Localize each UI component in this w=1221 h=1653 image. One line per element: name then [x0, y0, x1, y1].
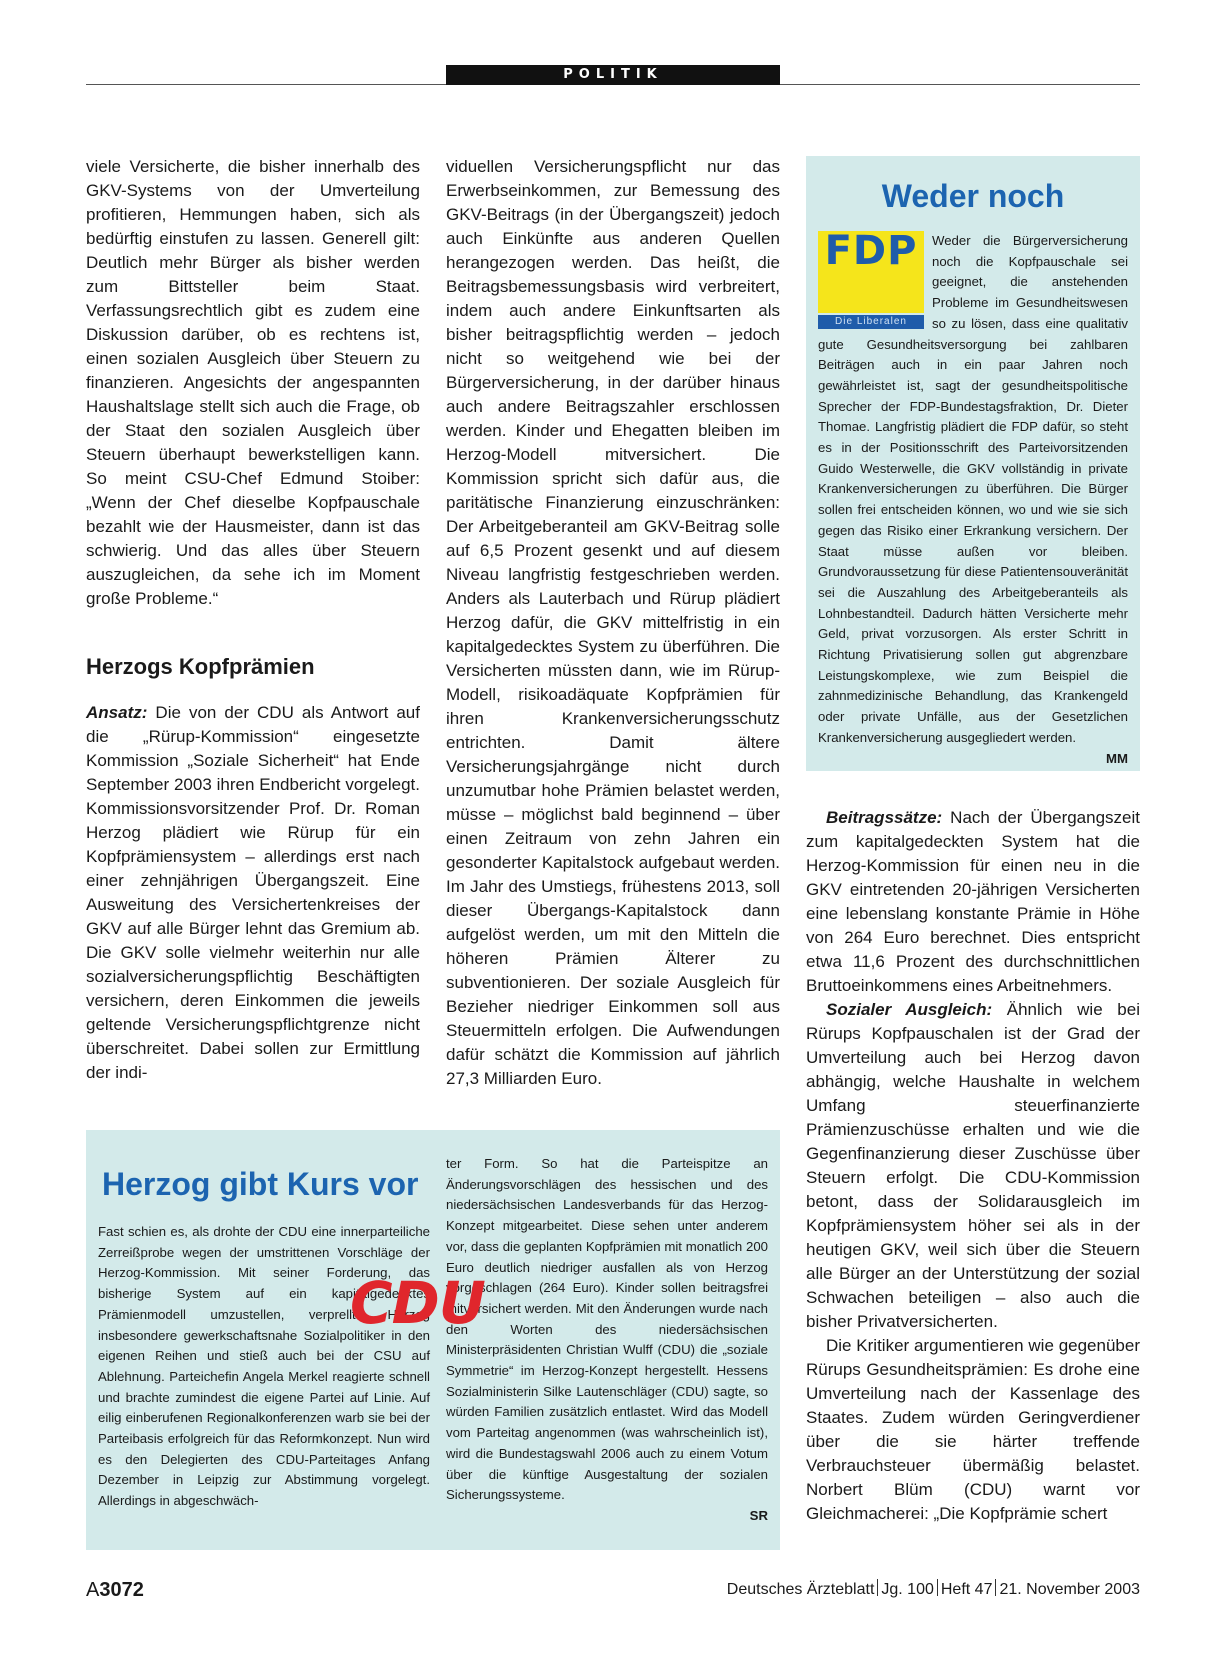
page-number: 3072 [99, 1579, 144, 1601]
body-paragraph [86, 701, 420, 1085]
author-signature: SR [749, 1507, 768, 1523]
journal-name: Deutsches Ärzteblatt [726, 1581, 875, 1598]
box-paragraph: Weder die Bürgerversicherung noch die Kopfpauschale sei geeignet, die anstehenden Probleme im Gesundheitswesen so zu lösen, dass eine qualitativ gute Gesundheitsversorgung bei zahlbaren Beiträgen auch in ein paar Jahren noch gewährleistet ist, sagt der gesundheitspolitische Sprecher der FDP-Bundestagsfraktion, Dr. Dieter Thomae. Langfristig plädiert die FDP dafür, so steht es in der Positionsschrift des Parteivorsitzenden Guido Westerwelle, die GKV vollständig in private Krankenversicherungen zu überführen. Die Bürger sollen frei entscheiden können, wo und wie sie sich gegen das Risiko einer Erkrankung versichern. Der Staat müsse außen vor bleiben. Grundvoraussetzung für diese Patientensouveränität sei die Auszahlung des Arbeitgeberanteils als Lohnbestandteil. Dadurch hätten Versicherte mehr Geld, privat vorzusorgen. Als erster Schritt in Richtung Privatisierung sollen gut abgrenzbare Leistungskomplexe, wie zum Beispiel die zahnmedizinische Behandlung, das Krankengeld oder private Unfälle, aus der Gesetzlichen Krankenversicherung ausgegliedert werden. [818, 233, 1128, 745]
paragraph-lead: Ansatz: [86, 703, 148, 722]
divider [877, 1579, 878, 1596]
fdp-logo [818, 228, 924, 329]
body-paragraph: viduellen Versicherungspflicht nur das Erwerbseinkommen, zur Bemessung des GKV-Beitrags (in der Übergangszeit) jedoch auch Einkünfte aus anderen Quellen herangezogen werden. Das heißt, die Beitragsbemessungsbasis wird verbreitert, indem auch andere Einkunftsarten als bisher beitragspflichtig werden – jedoch nicht so weitgehend wie bei der Bürgerversicherung, in der darüber hinaus auch andere Beitragszahler erschlossen werden. Kinder und Ehegatten bleiben im Herzog-Modell mitversichert. Die Kommission spricht sich dafür aus, die paritätische Finanzierung einzuschränken: Der Arbeitgeberanteil am GKV-Beitrag solle auf 6,5 Prozent gesenkt und auf diesem Niveau langfristig festgeschrieben werden. Anders als Lauterbach und Rürup plädiert Herzog dafür, die GKV mittelfristig in ein kapitalgedecktes System zu überführen. Die Versicherten müssten dann, wie im Rürup-Modell, risikoadäquate Kopfprämien für ihren Krankenversicherungsschutz entrichten. Damit ältere Versicherungsjahrgänge nicht durch unzumutbar hohe Prämien belastet werden, müsse – möglichst bald beginnend – über einen Zeitraum von zehn Jahren ein gesonderter Kapitalstock aufgebaut werden. Im Jahr des Umstiegs, frühestens 2013, soll dieser Übergangs-Kapitalstock dann aufgelöst werden, um mit den Mitteln die höheren Prämien Älterer zu subventionieren. Der soziale Ausgleich für Bezieher niedriger Einkommen soll aus Steuermitteln erfolgen. Die Aufwendungen dafür schätzt die Kommission auf jährlich 27,3 Milliarden Euro. [446, 157, 780, 1088]
box-body [818, 228, 1128, 769]
cdu-logo [350, 1269, 518, 1337]
journal-volume: Jg. 100 [881, 1581, 934, 1598]
sidebar-box-fdp [806, 156, 1140, 771]
box-column-right [446, 1154, 768, 1527]
article-column-3 [806, 806, 1140, 1526]
journal-issue: Heft 47 [940, 1581, 993, 1598]
section-label: POLITIK [446, 65, 780, 85]
paragraph-lead: Sozialer Ausgleich: [826, 1000, 993, 1019]
sidebar-box-cdu [86, 1130, 780, 1550]
journal-line [720, 1579, 1140, 1599]
paragraph-lead: Beitragssätze: [826, 808, 943, 827]
article-column-2 [446, 155, 780, 1091]
body-paragraph [806, 806, 1140, 998]
page-folio [86, 1579, 144, 1602]
fdp-logo-word: FDP [824, 228, 918, 274]
cdu-logo-word: CDU [350, 1269, 485, 1337]
box-paragraph: Fast schien es, als drohte der CDU eine innerparteiliche Zerreißprobe wegen der umstrittenen Vorschläge der Herzog-Kommission. Mit seiner Forderung, das bisherige System auf ein kapitalgedecktes Prämienmodell umzustellen, verprellte Herzog insbesondere gewerkschaftsnahe Sozialpolitiker in den eigenen Reihen und stieß auch bei der CSU auf Ablehnung. Parteichefin Angela Merkel reagierte schnell und brachte zumindest die eigene Partei auf Linie. Auf eilig einberufenen Regionalkonferenzen warb sie bei der Parteibasis erfolgreich für das Reformkonzept. Nun wird es den Delegierten des CDU-Parteitages Anfang Dezember in Leipzig zur Abstimmung vorgelegt. Allerdings in abgeschwäch- [98, 1224, 430, 1509]
divider [937, 1579, 938, 1596]
article-column-1 [86, 155, 420, 1085]
fdp-logo-subline: Die Liberalen [818, 315, 924, 329]
folio-prefix: A [86, 1579, 100, 1601]
journal-date: 21. November 2003 [999, 1581, 1140, 1598]
body-paragraph: Die Kritiker argumentieren wie gegenüber Rürups Gesundheitsprämien: Es drohe eine Umverteilung nach der Kassenlage des Staates. Zudem würden Geringverdiener über die sie härter treffende Verbrauchsteuer übermäßig belastet. Norbert Blüm (CDU) warnt vor Gleichmacherei: „Die Kopfprämie schert [806, 1336, 1140, 1523]
paragraph-text: Ähnlich wie bei Rürups Kopfpauschalen ist der Grad der Umverteilung auch bei Herzog davon abhängig, welche Haushalte in welchem Umfang steuerfinanzierte Prämienzuschüsse erhalten und wie die Gegenfinanzierung dieser Zuschüsse über Steuern erfolgt. Die CDU-Kommission betont, dass der Solidarausgleich im Kopfprämiensystem höher sei als in der heutigen GKV, weil sich über die Steuern alle Bürger an der Unterstützung der sozial Schwachen beteiligen – also auch die bisher Privatversicherten. [806, 1000, 1140, 1331]
body-paragraph [806, 998, 1140, 1334]
author-signature: MM [1106, 750, 1128, 766]
box-column-left [98, 1222, 430, 1512]
paragraph-text: Die von der CDU als Antwort auf die „Rürup-Kommission“ eingesetzte Kommission „Soziale Sicherheit“ hat Ende September 2003 ihren Endbericht vorgelegt. Kommissionsvorsitzender Prof. Dr. Roman Herzog plädiert wie Rürup für ein Kopfprämiensystem – allerdings erst nach einer zehnjährigen Übergangszeit. Eine Ausweitung des Versichertenkreises der GKV auf alle Bürger lehnt das Gremium ab. Die GKV solle vielmehr weiterhin nur alle sozialversicherungspflichtig Beschäftigten versichern, deren Einkommen die jeweils geltende Versicherungspflichtgrenze nicht überschreitet. Dabei sollen zur Ermittlung der indi- [86, 703, 420, 1082]
body-paragraph: viele Versicherte, die bisher innerhalb des GKV-Systems von der Umverteilung profitieren, Hemmungen haben, sich als bedürftig einstufen zu lassen. Generell gilt: Deutlich mehr Bürger als bisher werden zum Bittsteller beim Staat. Verfassungsrechtlich gibt es zudem eine Diskussion darüber, ob es rechtens ist, einen sozialen Ausgleich über Steuern zu finanzieren. Angesichts der angespannten Haushaltslage stellt sich auch die Frage, ob der Staat den sozialen Ausgleich über Steuern überhaupt bewerkstelligen kann. So meint CSU-Chef Edmund Stoiber: „Wenn der Chef dieselbe Kopfpauschale bezahlt wie der Hausmeister, dann ist das schwierig. Und das alles über Steuern auszugleichen, da sehe ich im Moment große Probleme.“ [86, 157, 420, 608]
subheading: Herzogs Kopfprämien [86, 654, 315, 679]
box-title: Herzog gibt Kurs vor [102, 1166, 419, 1202]
paragraph-text: Nach der Übergangszeit zum kapitalgedeckten System hat die Herzog-Kommission für einen neu in die GKV eintretenden 20-jährigen Versicherten eine lebenslang konstante Prämie in Höhe von 264 Euro berechnet. Dies entspricht etwa 11,6 Prozent des durchschnittlichen Bruttoeinkommens eines Arbeitnehmers. [806, 808, 1140, 995]
divider [995, 1579, 996, 1596]
box-paragraph: ter Form. So hat die Parteispitze an Änderungsvorschlägen des hessischen und des niedersächsischen Landesverbands für das Herzog-Konzept mitgearbeitet. Diese sehen unter anderem vor, dass die geplanten Kopfprämien mit monatlich 200 Euro deutlich niedriger ausfallen als von Herzog vorgeschlagen (264 Euro). Kinder sollen beitragsfrei mitversichert werden. Mit den Änderungen wurde nach den Worten des niedersächsischen Ministerpräsidenten Christian Wulff (CDU) die „soziale Symmetrie“ im Herzog-Konzept hergestellt. Hessens Sozialministerin Silke Lautenschläger (CDU) sagte, so würden Familien zusätzlich entlastet. Wird das Modell vom Parteitag angenommen (was wahrscheinlich ist), wird die Bundestagswahl 2006 auch zu einem Votum über die künftige Ausgestaltung der sozialen Sicherungssysteme. [446, 1156, 768, 1503]
box-title: Weder noch [881, 178, 1065, 214]
